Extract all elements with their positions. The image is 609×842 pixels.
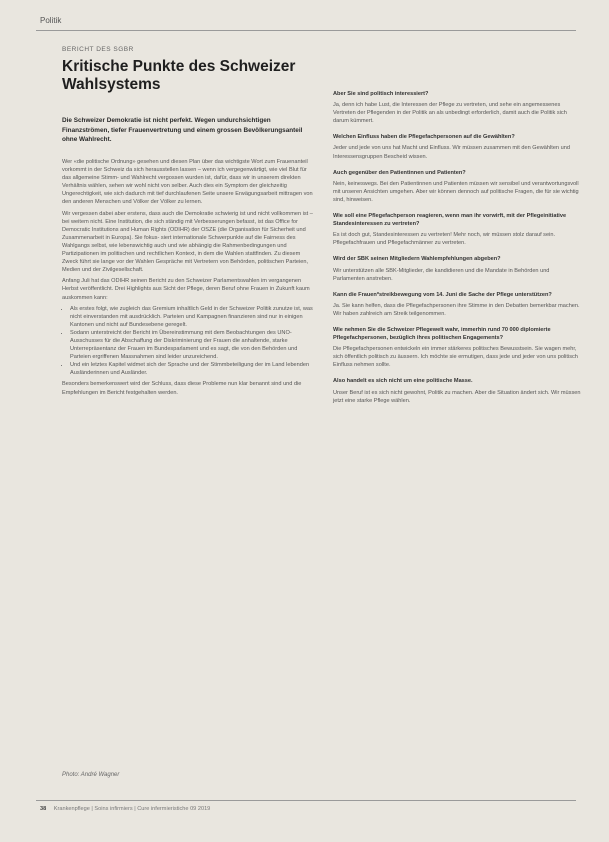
- footer-publication: Krankenpflege | Soins infirmiers | Cure infermieristiche 09 2019: [53, 806, 211, 812]
- interview-answer: Unser Beruf ist es sich nicht gewohnt, Politik zu machen. Aber die Situation ändert sich. Wir müssen jetzt eine starke Pflege wählen.: [333, 389, 581, 404]
- left-paragraph: Wir vergessen dabei aber erstens, dass auch die Demokratie schwierig ist und nicht vollkommen ist – bei weitem nicht. Eine Institution, die sich ständig mit Verbesserungen befasst, ist das Office for Democratic Institutions and Human Rights (ODIHR) der OSZE (die Organisation für Sicherheit und Zusammenarbeit in Europa). Sie fokus- siert internationale Schwerpunkte auf die Fairness des Wahlgangs selbst, wie lebenswichtig auch und wie abhängig die Rahmenbedingungen und Partizipationen im politischen und rechtlichen Kontext, in dem die Wahlen stattfinden. Zu diesem Zweck führt sie lange vor der Wahlen Gespräche mit Vertretern von Behörden, politischen Parteien, Medien und der Zivilgesellschaft.: [62, 210, 313, 274]
- top-divider: [36, 30, 576, 31]
- interview-answer: Ja. Sie kann helfen, dass die Pflegefachpersonen ihre Stimme in den Debatten bemerkbar machen. Wir haben zahlreich am Streik teilgenommen.: [333, 302, 580, 317]
- photo-credit: Photo: André Wagner: [62, 772, 120, 778]
- bullet-item: • Als erstes folgt, wie zugleich das Gremium inhaltlich Geld in der Schweizer Politik zunutze ist, was nicht einverstanden mit ausdrücklich. Parteien und Kampagnen finanzieren sind nur in einigen Kantonen und nicht auf Bundesebene geregelt.: [70, 305, 314, 329]
- article-kicker: BERICHT DES SGBR: [62, 46, 134, 53]
- qa-block: [333, 255, 581, 282]
- qa-block: [333, 326, 581, 369]
- article-headline: Kritische Punkte des Schweizer Wahlsystems: [62, 58, 296, 93]
- interview-answer: Jeder und jede von uns hat Macht und Einfluss. Wir müssen zusammen mit den Gewählten und Interessensgruppen Bescheid wissen.: [333, 145, 570, 160]
- interview-answer: Die Pflegefachpersonen entwickeln ein immer stärkeres politisches Bewusstsein. Sie wagen mehr, sich öffentlich politisch zu äussern. Ich möchte sie ermutigen, dass jede und jeder von uns politisch Einfluss nehmen sollte.: [333, 346, 578, 369]
- interview-question: Auch gegenüber den Patientinnen und Patienten?: [333, 169, 466, 176]
- qa-block: [333, 212, 581, 247]
- interview-question: Also handelt es sich nicht um eine politische Masse.: [333, 378, 473, 385]
- interview-question: Kann die Frauen*streikbewegung vom 14. Juni die Sache der Pflege unterstützen?: [333, 291, 552, 298]
- article-lede: Die Schweizer Demokratie ist nicht perfekt. Wegen undurchsichtigen Finanzströmen, tiefer Frauenvertretung und einem grossen Bevölkerungsanteil ohne Wahlrecht.: [62, 117, 303, 143]
- section-label: Politik: [40, 16, 62, 25]
- interview-column: [333, 90, 581, 413]
- qa-block: [333, 90, 581, 125]
- left-paragraph: Anfang Juli hat das ODIHR seinen Bericht zu den Schweizer Parlamentswahlen im vergangenen Herbst veröffentlicht. Drei Highlights aus Sicht der Pflege, deren Beruf ohne Frauen in Zukunft kaum auskommen kann:: [62, 278, 310, 301]
- qa-block: [333, 169, 581, 204]
- interview-question: Wie nehmen Sie die Schweizer Pflegewelt wahr, immerhin rund 70 000 diplomierte Pflegefachpersonen, bezüglich ihres politischen Engagements?: [333, 326, 551, 342]
- interview-answer: Ja, denn ich habe Lust, die Interessen der Pflege zu vertreten, und sehe ein angemessenes Vertreten der Pflegenden in der Politik an als unbedingt erforderlich, damit auch die Politik sich darum kümmert.: [333, 102, 567, 125]
- page-footer: [40, 806, 210, 812]
- interview-answer: Nein, keineswegs. Bei den Patientinnen und Patienten müssen wir sensibel und verantwortungsvoll mit unseren Ansichten umgehen. Aber wir können dennoch auf politische Fragen, die für sie wichtig sind, hinweisen.: [333, 180, 579, 203]
- qa-block: [333, 377, 581, 404]
- qa-block: [333, 291, 581, 318]
- interview-question: Aber Sie sind politisch interessiert?: [333, 91, 429, 97]
- left-closing-paragraph: Besonders bemerkenswert wird der Schluss, dass diese Probleme nun klar benannt sind und die Empfehlungen im Bericht festgehalten werden.: [62, 381, 302, 396]
- interview-question: Wird der SBK seinen Mitgliedern Wahlempfehlungen abgeben?: [333, 256, 501, 263]
- interview-answer: Es ist doch gut, Standesinteressen zu vertreten! Mehr noch, wir müssen stolz darauf sein. Pflegefachfrauen und Pflegefachmänner zu vertreten.: [333, 232, 555, 247]
- bullet-list: [62, 305, 314, 378]
- interview-question: Wie soll eine Pflegefachperson reagieren, wenn man ihr vorwirft, mit der Pflegeinitiative Standesinteressen zu vertreten?: [333, 213, 567, 228]
- bullet-item: • Und ein letztes Kapitel widmet sich der Sprache und der Stimmbeteiligung der im Land lebenden Ausländerinnen und Ausländer.: [70, 361, 314, 377]
- left-paragraph: Wer «die politische Ordnung» gesehen und diesen Plan über das wichtigste Wort zum Frauenanteil vorkommt in der Schweiz da sich herausstellen lassen – wenn ich vergegenwärtigt, wie viel Blut für das allgemeine Stimm- und Wahlrecht vergossen wurden ist, dafür, dass wir in unserem direkten Verhältnis wählen, sehen wir wohl nicht von selber. Auch dies ein Symptom der gleichzeitig Ungerechtigkeit, wie sich dadurch mit tief durchlaufenen Seite unsere Erwägungsarbeit mittragen von den anderen Menschen und Völker der Völker zu lernen.: [62, 159, 313, 206]
- bottom-divider: [36, 800, 576, 801]
- qa-block: [333, 133, 581, 160]
- bullet-item: • Sodann unterstreicht der Bericht im Übereinstimmung mit dem Beobachtungen des UNO-Ausschusses für die Abschaffung der Diskriminierung der Frauen die anhaltende, starke Unterrepräsentanz der Frauen im Bundesparlament und es sagt, die von den Behörden und Parteien ergriffenen Massnahmen sind leider unzureichend.: [70, 329, 314, 361]
- interview-answer: Wir unterstützen alle SBK-Mitglieder, die kandidieren und die Mandate in Behörden und Parlamenten anstreben.: [333, 267, 550, 282]
- page-number: 38: [40, 806, 47, 812]
- left-column: [62, 158, 314, 400]
- interview-question: Welchen Einfluss haben die Pflegefachpersonen auf die Gewählten?: [333, 134, 515, 141]
